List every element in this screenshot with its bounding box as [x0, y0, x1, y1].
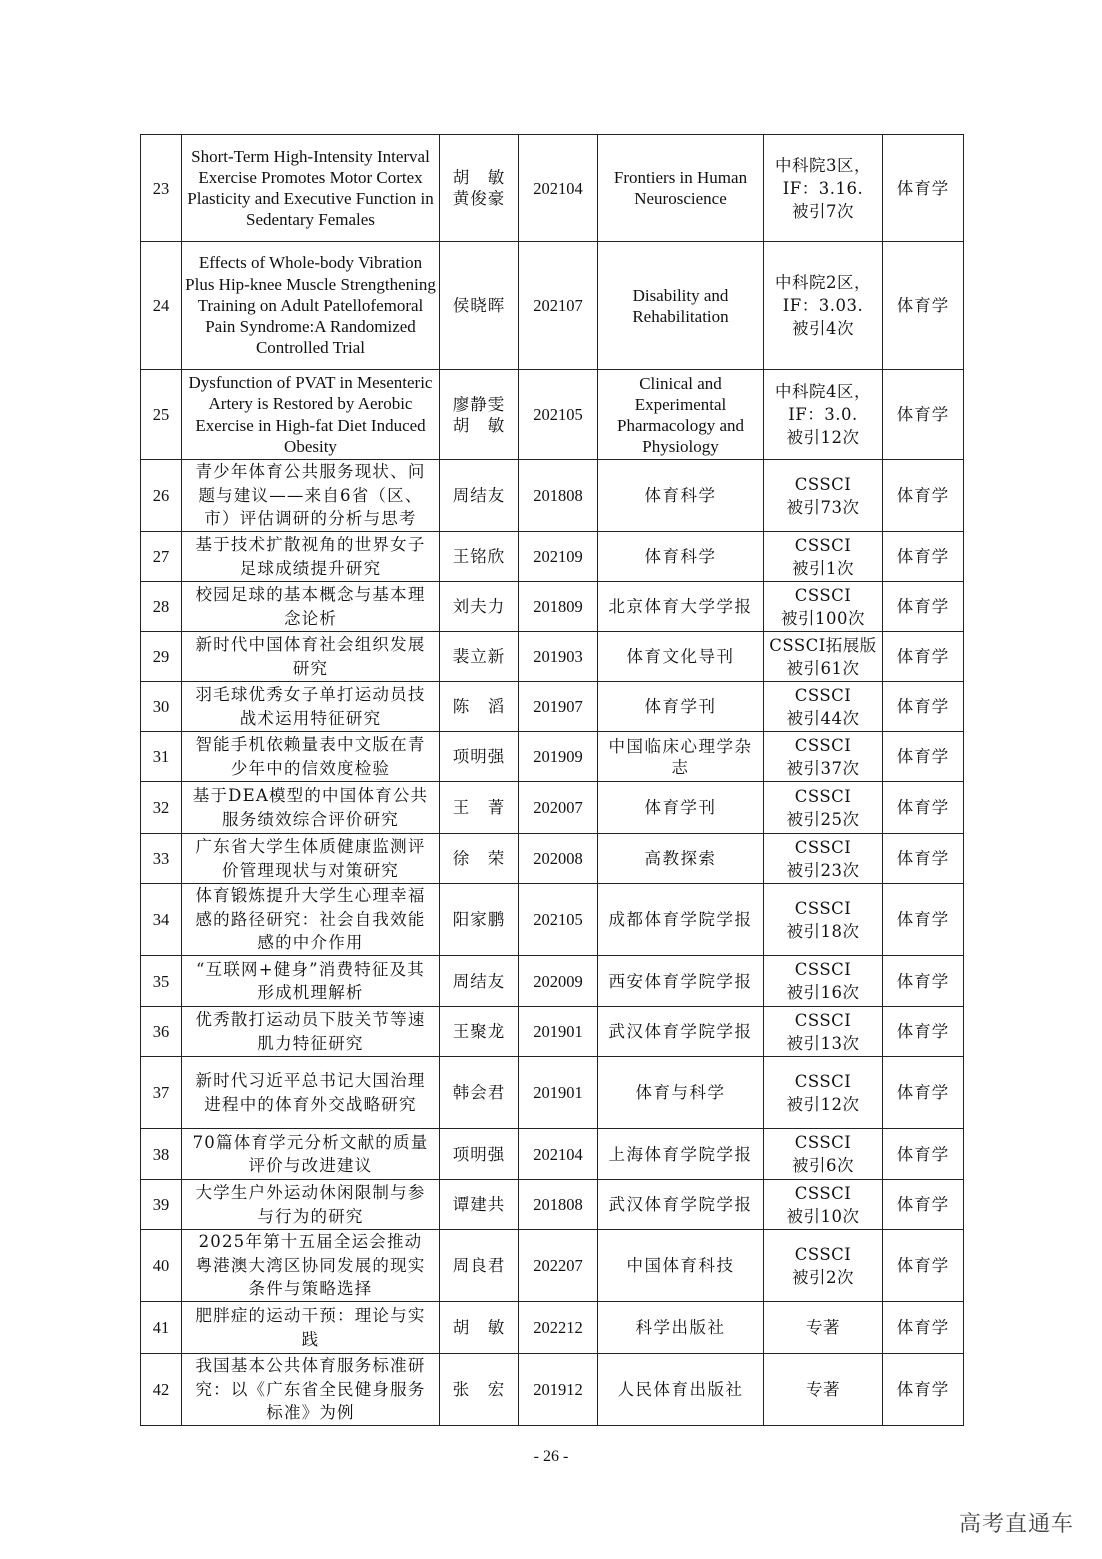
author-name: 胡 敏: [440, 1302, 519, 1354]
citation-metric: CSSCI 被引2次: [764, 1230, 883, 1302]
publish-date: 202105: [519, 370, 598, 460]
citation-metric: 专著: [764, 1354, 883, 1426]
discipline: 体育学: [883, 1180, 964, 1230]
table-row: [141, 732, 964, 782]
discipline: 体育学: [883, 1057, 964, 1129]
row-number: 40: [141, 1230, 182, 1302]
publish-date: 201808: [519, 460, 598, 532]
papers-table: [140, 134, 964, 1426]
citation-metric: 中科院4区， IF：3.0. 被引12次: [764, 370, 883, 460]
citation-metric: CSSCI 被引1次: [764, 532, 883, 582]
table-row: [141, 582, 964, 632]
discipline: 体育学: [883, 1354, 964, 1426]
discipline: 体育学: [883, 1129, 964, 1180]
author-name: 王 菁: [440, 782, 519, 834]
paper-title: 大学生户外运动休闲限制与参与行为的研究: [182, 1180, 440, 1230]
paper-title: 基于技术扩散视角的世界女子足球成绩提升研究: [182, 532, 440, 582]
row-number: 31: [141, 732, 182, 782]
journal-name: 体育科学: [598, 460, 764, 532]
paper-title: Short-Term High-Intensity Interval Exercise Promotes Motor Cortex Plasticity and Executive Function in Sedentary Females: [182, 135, 440, 242]
journal-name: 中国临床心理学杂志: [598, 732, 764, 782]
paper-title: Effects of Whole-body Vibration Plus Hip-knee Muscle Strengthening Training on Adult Patellofemoral Pain Syndrome:A Randomized Controlled Trial: [182, 242, 440, 370]
table-row: [141, 956, 964, 1007]
table-row: [141, 1302, 964, 1354]
table-row: [141, 1057, 964, 1129]
citation-metric: CSSCI 被引13次: [764, 1007, 883, 1057]
paper-title: 新时代中国体育社会组织发展研究: [182, 632, 440, 682]
citation-metric: CSSCI 被引73次: [764, 460, 883, 532]
publish-date: 201808: [519, 1180, 598, 1230]
paper-title: 体育锻炼提升大学生心理幸福感的路径研究：社会自我效能感的中介作用: [182, 884, 440, 956]
publish-date: 202109: [519, 532, 598, 582]
citation-metric: CSSCI 被引18次: [764, 884, 883, 956]
author-name: 陈 滔: [440, 682, 519, 732]
publish-date: 201809: [519, 582, 598, 632]
journal-name: 体育学刊: [598, 682, 764, 732]
paper-title: “互联网+健身”消费特征及其形成机理解析: [182, 956, 440, 1007]
author-name: 王铭欣: [440, 532, 519, 582]
discipline: 体育学: [883, 884, 964, 956]
table-row: [141, 1180, 964, 1230]
citation-metric: 中科院3区， IF：3.16. 被引7次: [764, 135, 883, 242]
author-name: 韩会君: [440, 1057, 519, 1129]
author-name: 张 宏: [440, 1354, 519, 1426]
paper-title: 2025年第十五届全运会推动粤港澳大湾区协同发展的现实条件与策略选择: [182, 1230, 440, 1302]
journal-name: Frontiers in Human Neuroscience: [598, 135, 764, 242]
publish-date: 201912: [519, 1354, 598, 1426]
row-number: 30: [141, 682, 182, 732]
paper-title: 70篇体育学元分析文献的质量评价与改进建议: [182, 1129, 440, 1180]
discipline: 体育学: [883, 1007, 964, 1057]
journal-name: 中国体育科技: [598, 1230, 764, 1302]
row-number: 35: [141, 956, 182, 1007]
author-name: 周良君: [440, 1230, 519, 1302]
discipline: 体育学: [883, 370, 964, 460]
publish-date: 202207: [519, 1230, 598, 1302]
row-number: 39: [141, 1180, 182, 1230]
paper-title: 校园足球的基本概念与基本理念论析: [182, 582, 440, 632]
publish-date: 201903: [519, 632, 598, 682]
row-number: 28: [141, 582, 182, 632]
publish-date: 201901: [519, 1057, 598, 1129]
journal-name: 上海体育学院学报: [598, 1129, 764, 1180]
journal-name: Disability and Rehabilitation: [598, 242, 764, 370]
publish-date: 201909: [519, 732, 598, 782]
journal-name: 体育科学: [598, 532, 764, 582]
row-number: 38: [141, 1129, 182, 1180]
publish-date: 202009: [519, 956, 598, 1007]
row-number: 23: [141, 135, 182, 242]
table-row: [141, 884, 964, 956]
paper-title: 优秀散打运动员下肢关节等速肌力特征研究: [182, 1007, 440, 1057]
row-number: 36: [141, 1007, 182, 1057]
journal-name: 科学出版社: [598, 1302, 764, 1354]
journal-name: 高教探索: [598, 834, 764, 884]
publish-date: 202008: [519, 834, 598, 884]
table-row: [141, 1354, 964, 1426]
citation-metric: CSSCI 被引23次: [764, 834, 883, 884]
journal-name: 人民体育出版社: [598, 1354, 764, 1426]
author-name: 裴立新: [440, 632, 519, 682]
table-row: [141, 1129, 964, 1180]
paper-title: 基于DEA模型的中国体育公共服务绩效综合评价研究: [182, 782, 440, 834]
discipline: 体育学: [883, 782, 964, 834]
paper-title: Dysfunction of PVAT in Mesenteric Artery is Restored by Aerobic Exercise in High-fat Diet Induced Obesity: [182, 370, 440, 460]
journal-name: 成都体育学院学报: [598, 884, 764, 956]
publish-date: 201901: [519, 1007, 598, 1057]
citation-metric: CSSCI 被引100次: [764, 582, 883, 632]
discipline: 体育学: [883, 135, 964, 242]
paper-title: 我国基本公共体育服务标准研究：以《广东省全民健身服务标准》为例: [182, 1354, 440, 1426]
discipline: 体育学: [883, 732, 964, 782]
papers-table-body: [141, 135, 964, 1426]
author-name: 徐 荣: [440, 834, 519, 884]
citation-metric: CSSCI 被引6次: [764, 1129, 883, 1180]
publish-date: 202104: [519, 135, 598, 242]
table-row: [141, 632, 964, 682]
paper-title: 广东省大学生体质健康监测评价管理现状与对策研究: [182, 834, 440, 884]
table-row: [141, 834, 964, 884]
row-number: 42: [141, 1354, 182, 1426]
discipline: 体育学: [883, 682, 964, 732]
paper-title: 新时代习近平总书记大国治理进程中的体育外交战略研究: [182, 1057, 440, 1129]
table-row: [141, 1007, 964, 1057]
citation-metric: CSSCI 被引16次: [764, 956, 883, 1007]
author-name: 周结友: [440, 956, 519, 1007]
table-row: [141, 370, 964, 460]
row-number: 41: [141, 1302, 182, 1354]
discipline: 体育学: [883, 956, 964, 1007]
paper-title: 智能手机依赖量表中文版在青少年中的信效度检验: [182, 732, 440, 782]
paper-title: 羽毛球优秀女子单打运动员技战术运用特征研究: [182, 682, 440, 732]
citation-metric: CSSCI 被引12次: [764, 1057, 883, 1129]
citation-metric: CSSCI 被引37次: [764, 732, 883, 782]
publish-date: 201907: [519, 682, 598, 732]
table-row: [141, 242, 964, 370]
table-row: [141, 682, 964, 732]
row-number: 25: [141, 370, 182, 460]
publish-date: 202107: [519, 242, 598, 370]
citation-metric: CSSCI拓展版被引61次: [764, 632, 883, 682]
author-name: 谭建共: [440, 1180, 519, 1230]
discipline: 体育学: [883, 1302, 964, 1354]
citation-metric: CSSCI 被引25次: [764, 782, 883, 834]
row-number: 24: [141, 242, 182, 370]
author-name: 胡 敏 黄俊豪: [440, 135, 519, 242]
author-name: 阳家鹏: [440, 884, 519, 956]
row-number: 29: [141, 632, 182, 682]
paper-title: 青少年体育公共服务现状、问题与建议——来自6省（区、市）评估调研的分析与思考: [182, 460, 440, 532]
journal-name: 武汉体育学院学报: [598, 1007, 764, 1057]
journal-name: 武汉体育学院学报: [598, 1180, 764, 1230]
author-name: 王聚龙: [440, 1007, 519, 1057]
citation-metric: 中科院2区， IF：3.03. 被引4次: [764, 242, 883, 370]
author-name: 侯晓晖: [440, 242, 519, 370]
journal-name: Clinical and Experimental Pharmacology and Physiology: [598, 370, 764, 460]
citation-metric: 专著: [764, 1302, 883, 1354]
table-row: [141, 782, 964, 834]
discipline: 体育学: [883, 532, 964, 582]
journal-name: 北京体育大学学报: [598, 582, 764, 632]
journal-name: 体育文化导刊: [598, 632, 764, 682]
author-name: 刘夫力: [440, 582, 519, 632]
citation-metric: CSSCI 被引10次: [764, 1180, 883, 1230]
journal-name: 体育学刊: [598, 782, 764, 834]
author-name: 周结友: [440, 460, 519, 532]
table-row: [141, 460, 964, 532]
publish-date: 202007: [519, 782, 598, 834]
publish-date: 202212: [519, 1302, 598, 1354]
table-row: [141, 135, 964, 242]
row-number: 33: [141, 834, 182, 884]
discipline: 体育学: [883, 632, 964, 682]
publish-date: 202104: [519, 1129, 598, 1180]
journal-name: 西安体育学院学报: [598, 956, 764, 1007]
discipline: 体育学: [883, 582, 964, 632]
row-number: 32: [141, 782, 182, 834]
row-number: 27: [141, 532, 182, 582]
watermark: 高考直通车: [958, 1512, 1074, 1537]
paper-title: 肥胖症的运动干预：理论与实践: [182, 1302, 440, 1354]
row-number: 26: [141, 460, 182, 532]
journal-name: 体育与科学: [598, 1057, 764, 1129]
author-name: 廖静雯 胡 敏: [440, 370, 519, 460]
table-row: [141, 532, 964, 582]
discipline: 体育学: [883, 460, 964, 532]
table-row: [141, 1230, 964, 1302]
author-name: 项明强: [440, 1129, 519, 1180]
discipline: 体育学: [883, 1230, 964, 1302]
author-name: 项明强: [440, 732, 519, 782]
row-number: 34: [141, 884, 182, 956]
publish-date: 202105: [519, 884, 598, 956]
row-number: 37: [141, 1057, 182, 1129]
citation-metric: CSSCI 被引44次: [764, 682, 883, 732]
page-number: - 26 -: [533, 1448, 569, 1465]
discipline: 体育学: [883, 834, 964, 884]
discipline: 体育学: [883, 242, 964, 370]
